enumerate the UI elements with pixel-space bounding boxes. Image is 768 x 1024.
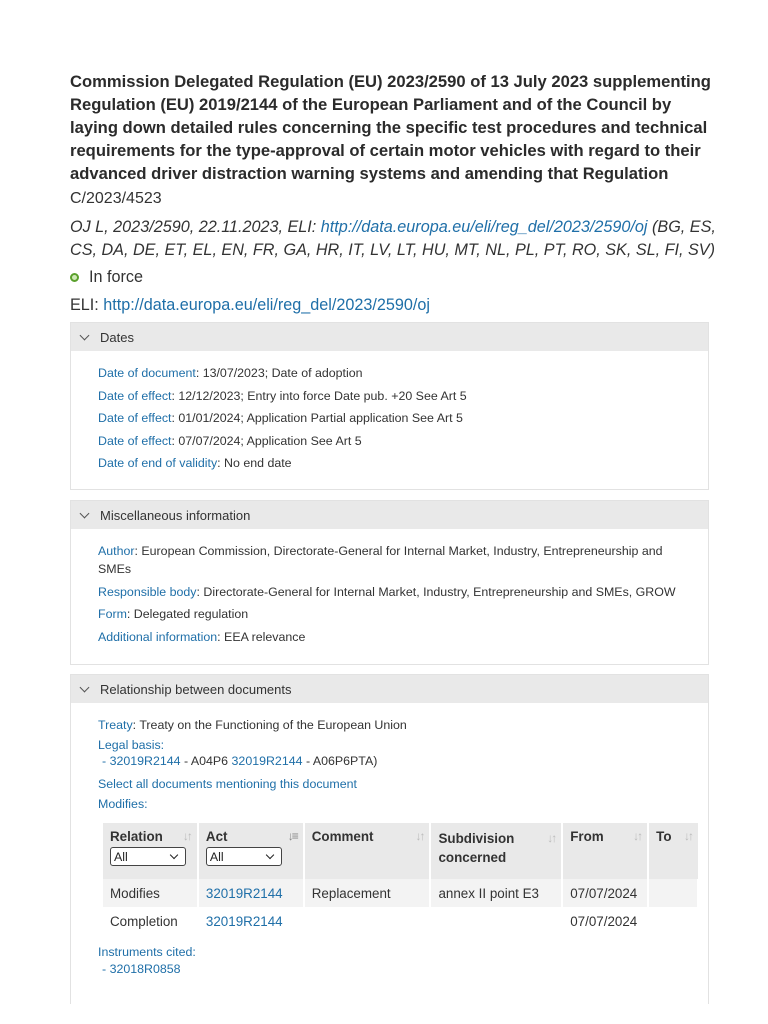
column-header-act[interactable]: Act ↓≡ All	[198, 823, 304, 879]
sort-icon[interactable]: ↓↑	[684, 829, 692, 843]
column-header-from[interactable]: From ↓↑	[562, 823, 648, 879]
sort-icon[interactable]: ↓↑	[633, 829, 642, 843]
date-row: Date of document: 13/07/2023; Date of adoption	[98, 366, 363, 380]
table-row: Completion 32019R2144 07/07/2024	[103, 907, 698, 935]
sort-icon[interactable]: ↓↑	[415, 829, 424, 843]
act-link[interactable]: 32019R2144	[205, 913, 283, 929]
misc-panel-header[interactable]	[71, 501, 708, 529]
date-row: Date of effect: 07/07/2024; Application See Art 5	[98, 433, 362, 448]
misc-row: Form: Delegated regulation	[98, 607, 249, 621]
legal-basis-link[interactable]: 32019R2144	[231, 754, 303, 768]
sort-descending-icon[interactable]: ↓≡	[287, 829, 297, 843]
column-header-relation[interactable]: Relation ↓↑ All	[103, 823, 198, 879]
status-dot-icon	[70, 273, 79, 282]
misc-row: Author: European Commission, Directorate-General for Internal Market, Industry, Entrepreneurship and SMEs	[98, 544, 663, 576]
column-header-to[interactable]: To ↓↑	[648, 823, 698, 879]
oj-languages: (BG, ES, CS, DA, DE, ET, EL, EN, FR, GA, HR, IT, LV, LT, HU, MT, NL, PL, PT, RO, SK, SL, FI, SV)	[70, 218, 716, 259]
instruments-cited: Instruments cited: - 32018R0858	[98, 945, 196, 976]
eli-line	[70, 296, 430, 315]
document-identifier: C/2023/4523	[70, 190, 162, 207]
column-header-comment[interactable]: Comment ↓↑	[304, 823, 431, 879]
chevron-down-icon	[80, 330, 90, 340]
instrument-link[interactable]: 32018R0858	[109, 962, 181, 976]
eli-link[interactable]: http://data.europa.eu/eli/reg_del/2023/2590/oj	[103, 296, 431, 314]
legal-basis-list: - 32019R2144 - A04P6 32019R2144 - A06P6PTA)	[102, 754, 378, 768]
date-row: Date of effect: 01/01/2024; Application Partial application See Art 5	[98, 411, 463, 425]
relationship-panel	[70, 674, 709, 1004]
oj-prefix: OJ L, 2023/2590, 22.11.2023, ELI:	[70, 218, 321, 236]
legal-basis-link[interactable]: 32019R2144	[109, 754, 181, 768]
dates-panel-header[interactable]	[71, 323, 708, 351]
misc-header-label: Miscellaneous information	[100, 507, 251, 523]
modifies-label: Modifies:	[98, 797, 148, 811]
sort-icon[interactable]: ↓↑	[547, 831, 556, 845]
act-link[interactable]: 32019R2144	[205, 885, 283, 901]
dates-panel	[70, 322, 709, 490]
eli-label: ELI:	[70, 296, 104, 314]
date-row: Date of effect: 12/12/2023; Entry into force Date pub. +20 See Art 5	[98, 388, 467, 403]
relation-filter-select[interactable]: All	[110, 847, 186, 866]
chevron-down-icon	[266, 851, 274, 859]
status-indicator	[70, 268, 143, 287]
act-filter-select[interactable]: All	[206, 847, 282, 866]
misc-panel	[70, 500, 709, 665]
chevron-down-icon	[80, 508, 90, 518]
relationship-header-label: Relationship between documents	[100, 681, 292, 697]
legal-basis-label: Legal basis:	[98, 738, 165, 752]
select-all-documents-link[interactable]: Select all documents mentioning this document	[98, 777, 357, 791]
treaty-row: Treaty: Treaty on the Functioning of the European Union	[98, 718, 407, 732]
misc-row: Responsible body: Directorate-General for Internal Market, Industry, Entrepreneurship and SMEs, GROW	[98, 584, 676, 599]
misc-row: Additional information: EEA relevance	[98, 629, 306, 644]
chevron-down-icon	[80, 682, 90, 692]
document-title: Commission Delegated Regulation (EU) 2023/2590 of 13 July 2023 supplementing Regulation (EU) 2019/2144 of the European Parliament and of the Council by laying down detailed rules concerning the specific test procedures and technical requirements for the type-approval of certain motor vehicles with regard to their advanced driver distraction warning systems and amending that Regulation	[70, 72, 711, 183]
oj-eli-link[interactable]: http://data.europa.eu/eli/reg_del/2023/2590/oj	[320, 218, 648, 236]
table-row: Modifies 32019R2144 Replacement annex II point E3 07/07/2024	[103, 879, 698, 907]
chevron-down-icon	[170, 851, 178, 859]
date-row: Date of end of validity: No end date	[98, 456, 292, 470]
column-header-subdivision[interactable]: Subdivision concerned ↓↑	[430, 823, 562, 879]
relationships-table	[103, 823, 699, 935]
status-text: In force	[89, 268, 143, 286]
dates-header-label: Dates	[100, 329, 134, 345]
sort-icon[interactable]: ↓↑	[182, 829, 191, 843]
relationship-panel-header[interactable]	[71, 675, 708, 703]
official-journal-reference	[70, 216, 720, 262]
